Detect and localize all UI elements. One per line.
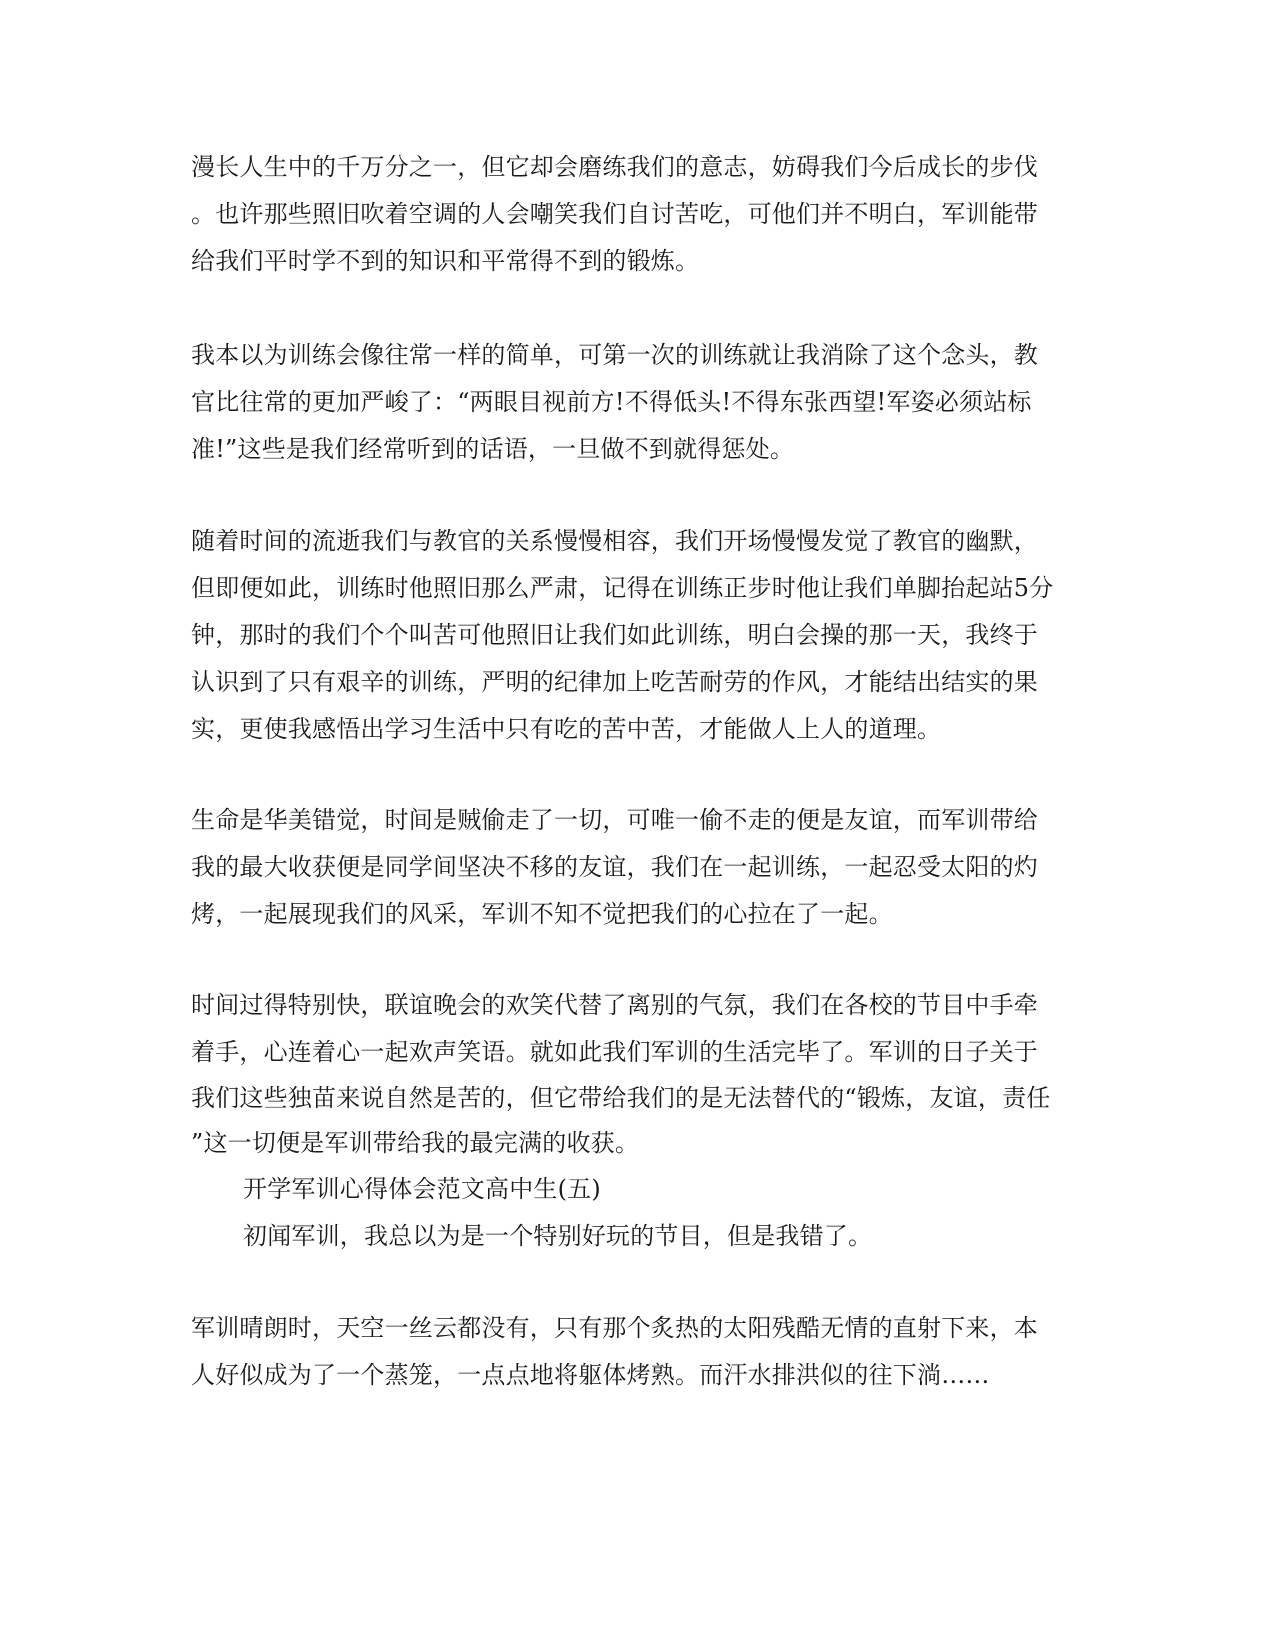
paragraph-line: 给我们平时学不到的知识和平常得不到的锻炼。: [191, 247, 700, 275]
paragraph-line: 生命是华美错觉，时间是贼偷走了一切，可唯一偷不走的便是友谊，而军训带给: [191, 806, 1038, 834]
paragraph-line: 认识到了只有艰辛的训练，严明的纪律加上吃苦耐劳的作风，才能结出结实的果: [191, 668, 1038, 696]
paragraph-line: 钟，那时的我们个个叫苦可他照旧让我们如此训练，明白会操的那一天，我终于: [191, 621, 1038, 649]
paragraph-line: 漫长人生中的千万分之一，但它却会磨练我们的意志，妨碍我们今后成长的步伐: [191, 153, 1038, 181]
paragraph-line: 准!”这些是我们经常听到的话语，一旦做不到就得惩处。: [191, 435, 795, 463]
paragraph-line: 时间过得特别快，联谊晚会的欢笑代替了离别的气氛，我们在各校的节目中手牵: [191, 991, 1038, 1019]
paragraph-line: 烤，一起展现我们的风采，军训不知不觉把我们的心拉在了一起。: [191, 900, 893, 928]
paragraph-line: 我的最大收获便是同学间坚决不移的友谊，我们在一起训练，一起忍受太阳的灼: [191, 853, 1038, 881]
paragraph-line: 。也许那些照旧吹着空调的人会嘲笑我们自讨苦吃，可他们并不明白，军训能带: [191, 200, 1038, 228]
paragraph-line: 我们这些独苗来说自然是苦的，但它带给我们的是无法替代的“锻炼，友谊，责任: [191, 1084, 1051, 1112]
paragraph-line: ”这一切便是军训带给我的最完满的收获。: [191, 1129, 640, 1157]
paragraph-line: 但即便如此，训练时他照旧那么严肃，记得在训练正步时他让我们单脚抬起站5分: [191, 574, 1054, 602]
paragraph-line: 人好似成为了一个蒸笼，一点点地将躯体烤熟。而汗水排洪似的往下淌……: [191, 1361, 990, 1389]
paragraph-line: 初闻军训，我总以为是一个特别好玩的节目，但是我错了。: [243, 1222, 873, 1250]
paragraph-line: 军训晴朗时，天空一丝云都没有，只有那个炙热的太阳残酷无情的直射下来，本: [191, 1314, 1038, 1342]
paragraph-line: 着手，心连着心一起欢声笑语。就如此我们军训的生活完毕了。军训的日子关于: [191, 1038, 1038, 1066]
paragraph-line: 实，更使我感悟出学习生活中只有吃的苦中苦，才能做人上人的道理。: [191, 715, 942, 743]
section-heading: 开学军训心得体会范文高中生(五): [243, 1175, 601, 1203]
paragraph-line: 官比往常的更加严峻了：“两眼目视前方!不得低头!不得东张西望!军姿必须站标: [191, 388, 1032, 416]
paragraph-line: 我本以为训练会像往常一样的简单，可第一次的训练就让我消除了这个念头，教: [191, 341, 1038, 369]
paragraph-line: 随着时间的流逝我们与教官的关系慢慢相容，我们开场慢慢发觉了教官的幽默，: [191, 527, 1038, 555]
